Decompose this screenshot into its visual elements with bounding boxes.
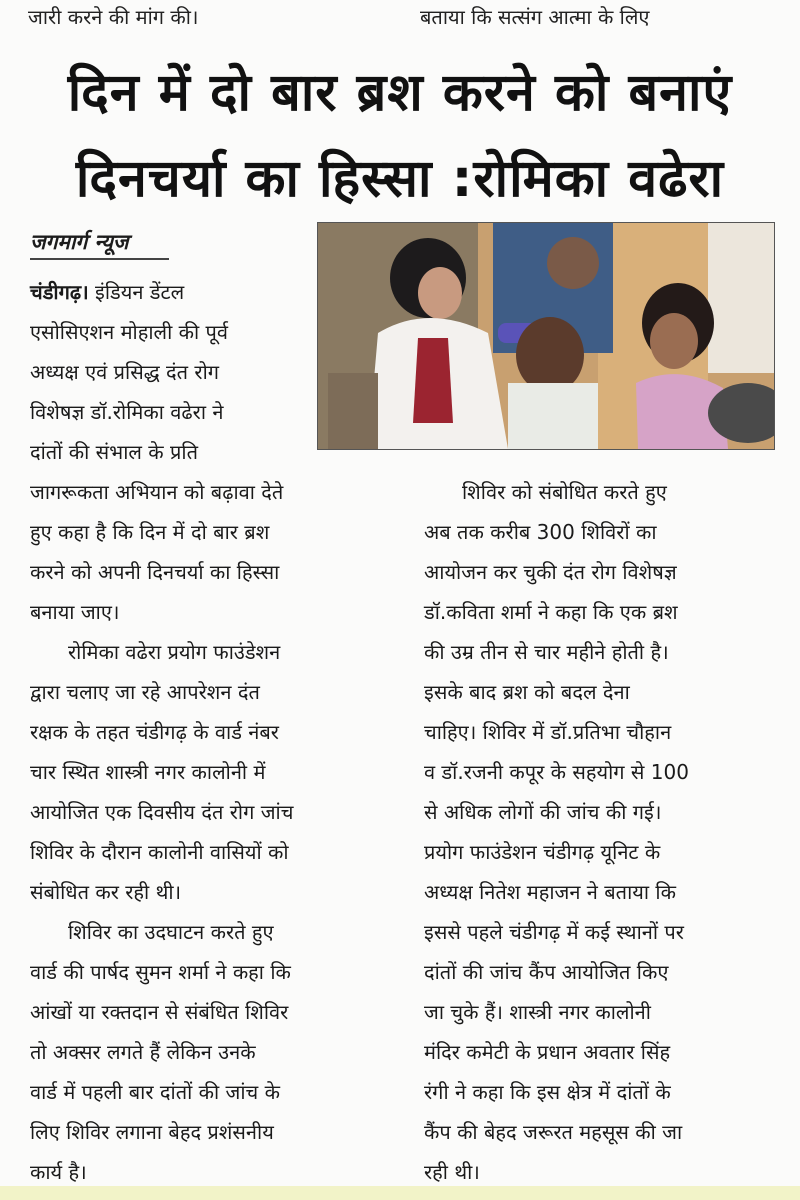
page-bottom-band: [0, 1186, 800, 1200]
left-line-4: विशेषज्ञ डॉ.रोमिका वढेरा ने: [30, 400, 224, 424]
left-line-8: करने को अपनी दिनचर्या का हिस्सा: [30, 560, 280, 584]
left-line-10: रोमिका वढेरा प्रयोग फाउंडेशन: [68, 640, 281, 664]
right-line-10: प्रयोग फाउंडेशन चंडीगढ़ यूनिट के: [424, 840, 661, 864]
left-line-13: चार स्थित शास्त्री नगर कालोनी में: [30, 760, 266, 784]
right-line-16: रंगी ने कहा कि इस क्षेत्र में दांतों के: [424, 1080, 671, 1104]
news-photo: [317, 222, 775, 450]
previous-article-left-text: जारी करने की मांग की।: [28, 5, 199, 29]
right-line-2: अब तक करीब 300 शिविरों का: [424, 520, 657, 544]
left-line-12: रक्षक के तहत चंडीगढ़ के वार्ड नंबर: [30, 720, 279, 744]
right-line-15: मंदिर कमेटी के प्रधान अवतार सिंह: [424, 1040, 671, 1064]
left-line-11: द्वारा चलाए जा रहे आपरेशन दंत: [30, 680, 260, 704]
right-line-6: इसके बाद ब्रश को बदल देना: [424, 680, 630, 704]
headline-line-1: दिन में दो बार ब्रश करने को बनाएं: [67, 63, 733, 123]
left-line-5: दांतों की संभाल के प्रति: [30, 440, 198, 464]
left-line-17: शिविर का उदघाटन करते हुए: [68, 920, 274, 944]
right-line-1: शिविर को संबोधित करते हुए: [462, 480, 667, 504]
dateline: चंडीगढ़।: [30, 280, 89, 304]
dental-checkup-photo-icon: [318, 223, 774, 449]
left-line-6: जागरूकता अभियान को बढ़ावा देते: [30, 480, 284, 504]
previous-article-strip: [0, 0, 800, 44]
right-line-13: दांतों की जांच कैंप आयोजित किए: [424, 960, 669, 984]
right-line-18: रही थी।: [424, 1160, 480, 1184]
left-line-23: कार्य है।: [30, 1160, 87, 1184]
left-line-1: [30, 278, 184, 307]
left-line-3: अध्यक्ष एवं प्रसिद्ध दंत रोग: [30, 360, 220, 384]
right-line-8: व डॉ.रजनी कपूर के सहयोग से 100: [424, 760, 689, 784]
left-line-16: संबोधित कर रही थी।: [30, 880, 182, 904]
previous-article-right-text: बताया कि सत्संग आत्मा के लिए: [420, 5, 650, 29]
left-line-9: बनाया जाए।: [30, 600, 120, 624]
right-line-14: जा चुके हैं। शास्त्री नगर कालोनी: [424, 1000, 651, 1024]
right-line-12: इससे पहले चंडीगढ़ में कई स्थानों पर: [424, 920, 684, 944]
left-line-2: एसोसिएशन मोहाली की पूर्व: [30, 320, 228, 344]
left-line-19: आंखों या रक्तदान से संबंधित शिविर: [30, 1000, 289, 1024]
right-line-5: की उम्र तीन से चार महीने होती है।: [424, 640, 669, 664]
left-line-20: तो अक्सर लगते हैं लेकिन उनके: [30, 1040, 256, 1064]
headline-line-2: दिनचर्या का हिस्सा :रोमिका वढेरा: [75, 149, 725, 209]
left-line-22: लिए शिविर लगाना बेहद प्रशंसनीय: [30, 1120, 274, 1144]
left-line-14: आयोजित एक दिवसीय दंत रोग जांच: [30, 800, 294, 824]
right-line-9: से अधिक लोगों की जांच की गई।: [424, 800, 662, 824]
byline: जगमार्ग न्यूज: [30, 226, 169, 260]
right-line-17: कैंप की बेहद जरूरत महसूस की जा: [424, 1120, 683, 1144]
right-line-7: चाहिए। शिविर में डॉ.प्रतिभा चौहान: [424, 720, 672, 744]
right-line-4: डॉ.कविता शर्मा ने कहा कि एक ब्रश: [424, 600, 678, 624]
left-line-21: वार्ड में पहली बार दांतों की जांच के: [30, 1080, 280, 1104]
left-line-15: शिविर के दौरान कालोनी वासियों को: [30, 840, 289, 864]
right-line-11: अध्यक्ष नितेश महाजन ने बताया कि: [424, 880, 676, 904]
left-line-7: हुए कहा है कि दिन में दो बार ब्रश: [30, 520, 270, 544]
left-line-1-text: इंडियन डेंटल: [88, 280, 185, 304]
right-line-3: आयोजन कर चुकी दंत रोग विशेषज्ञ: [424, 560, 677, 584]
left-line-18: वार्ड की पार्षद सुमन शर्मा ने कहा कि: [30, 960, 291, 984]
